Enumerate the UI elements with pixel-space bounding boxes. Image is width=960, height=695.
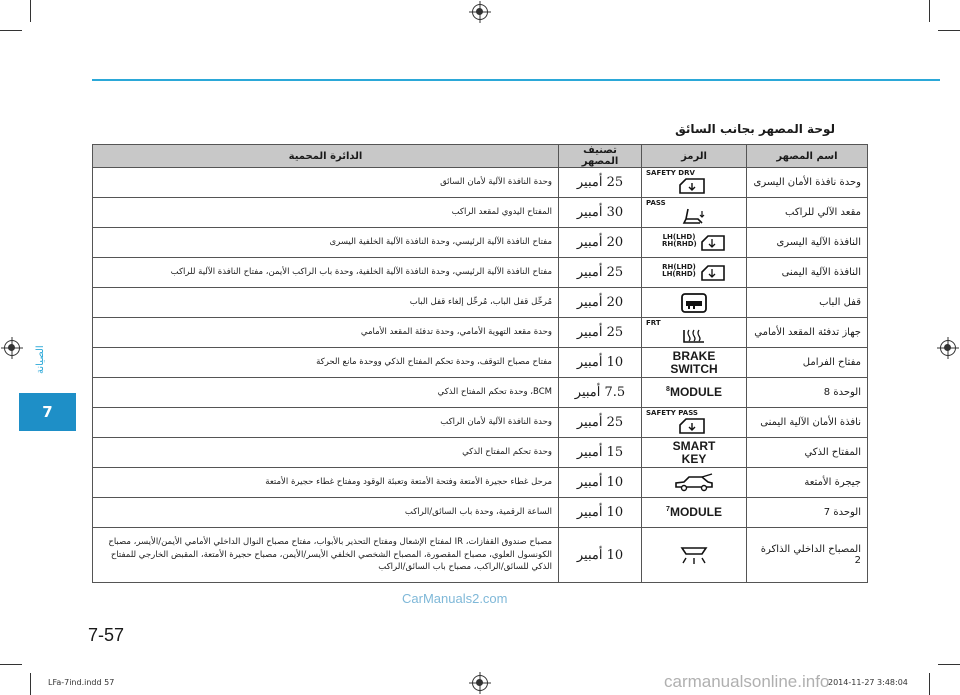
fuse-circuit: مصباح صندوق القفازات، IR لمفتاح الإشعال ومفتاح التحذير بالأبواب، مفتاح مصباح النوال الداخلي الأمامي الأيمن/الأيسر، مصباح الكونسول العلوي، مصباح المقصورة، المصباح الشخصي الخلفي الأيسر/الأيمن، مصباح حجيرة الأمتعة، المقبض الخارجي للمفتاح الذكي للسائق/الراكب، مصباح باب السائق/الراكب: [93, 528, 559, 583]
fuse-name: المصباح الداخلي الذاكرة 2: [747, 528, 868, 583]
fuse-name: نافذة الأمان الآلية اليمنى: [747, 408, 868, 438]
footer-timestamp: 2014-11-27 3:48:04: [828, 678, 908, 687]
symbol-superscript: 8: [666, 386, 670, 394]
fuse-circuit: مُرحِّل قفل الباب، مُرحِّل إلغاء قفل الباب: [93, 288, 559, 318]
table-row: [93, 198, 868, 228]
fuse-circuit: مرحل غطاء حجيرة الأمتعة وفتحة الأمتعة وتعبئة الوقود ومفتاح غطاء حجيرة الأمتعة: [93, 468, 559, 498]
symbol-text: MODULE: [669, 505, 722, 520]
fuse-name: الوحدة 8: [747, 378, 868, 408]
fuse-name: جهاز تدفئة المقعد الأمامي: [747, 318, 868, 348]
registration-mark-icon: [940, 340, 956, 356]
registration-mark-icon: [472, 675, 488, 691]
fuse-rating: 10 أمبير: [559, 348, 642, 378]
table-row: [93, 498, 868, 528]
fuse-circuit: وحدة النافذة الآلية لأمان السائق: [93, 168, 559, 198]
trunk-icon: [672, 473, 716, 493]
crop-mark: [30, 0, 31, 22]
fuse-rating: 30 أمبير: [559, 198, 642, 228]
crop-mark: [938, 664, 960, 665]
interior-lamp-icon: [672, 544, 716, 566]
fuse-name: قفل الباب: [747, 288, 868, 318]
chapter-side-label: الصيانة: [35, 345, 46, 375]
power-window-icon: [700, 234, 726, 252]
table-row: [93, 258, 868, 288]
fuse-circuit: مفتاح النافذة الآلية الرئيسي، وحدة النافذة الآلية الخلفية اليسرى: [93, 228, 559, 258]
symbol-label: SAFETY PASS: [646, 409, 698, 417]
fuse-circuit: وحدة مقعد التهوية الأمامي، وحدة تدفئة المقعد الأمامي: [93, 318, 559, 348]
door-lock-icon: [674, 292, 714, 314]
fuse-circuit: وحدة النافذة الآلية لأمان الراكب: [93, 408, 559, 438]
table-row: [93, 468, 868, 498]
fuse-name: الوحدة 7: [747, 498, 868, 528]
header-rule: [92, 79, 940, 81]
crop-mark: [929, 673, 930, 695]
watermark-bottom: carmanualsonline.info: [664, 672, 830, 691]
fuse-name: جيجرة الأمتعة: [747, 468, 868, 498]
symbol-text: BRAKE SWITCH: [670, 348, 718, 376]
table-row: [93, 228, 868, 258]
table-row: [93, 438, 868, 468]
symbol-label: PASS: [646, 199, 666, 207]
fuse-rating: 10 أمبير: [559, 528, 642, 583]
fuse-rating: 20 أمبير: [559, 228, 642, 258]
table-row: [93, 378, 868, 408]
power-seat-icon: [674, 207, 714, 225]
chapter-tab: 7: [19, 393, 76, 431]
col-rating: تصنيف المصهر: [559, 145, 642, 168]
symbol-text: MODULE: [669, 385, 722, 400]
crop-mark: [0, 664, 22, 665]
fuse-rating: 10 أمبير: [559, 498, 642, 528]
table-row: [93, 408, 868, 438]
col-symbol: الرمز: [642, 145, 747, 168]
crop-mark: [0, 30, 22, 31]
registration-mark-icon: [4, 340, 20, 356]
fuse-name: مقعد الآلي للراكب: [747, 198, 868, 228]
fuse-table: [92, 144, 868, 583]
fuse-rating: 25 أمبير: [559, 408, 642, 438]
table-row: [93, 318, 868, 348]
fuse-circuit: BCM، وحدة تحكم المفتاح الذكي: [93, 378, 559, 408]
watermark: CarManuals2.com: [402, 591, 508, 606]
table-row: [93, 288, 868, 318]
fuse-rating: 25 أمبير: [559, 258, 642, 288]
fuse-circuit: المفتاح اليدوي لمقعد الراكب: [93, 198, 559, 228]
table-row: [93, 528, 868, 583]
crop-mark: [929, 0, 930, 22]
symbol-label: SAFETY DRV: [646, 169, 695, 177]
safety-window-icon: [674, 417, 714, 435]
symbol-label: LH(LHD) RH(RHD): [662, 232, 697, 248]
fuse-rating: 25 أمبير: [559, 318, 642, 348]
crop-mark: [938, 30, 960, 31]
power-window-icon: [700, 264, 726, 282]
fuse-circuit: وحدة تحكم المفتاح الذكي: [93, 438, 559, 468]
symbol-label: FRT: [646, 319, 661, 327]
table-header-row: [93, 145, 868, 168]
fuse-rating: 10 أمبير: [559, 468, 642, 498]
fuse-rating: 20 أمبير: [559, 288, 642, 318]
fuse-name: مفتاح الفرامل: [747, 348, 868, 378]
fuse-name: وحدة نافذة الأمان اليسرى: [747, 168, 868, 198]
fuse-circuit: مفتاح النافذة الآلية الرئيسي، وحدة النافذة الآلية الخلفية، وحدة باب الراكب الأيمن، مفتاح النافذة الآلية للراكب: [93, 258, 559, 288]
safety-window-icon: [674, 177, 714, 195]
fuse-name: النافذة الآلية اليسرى: [747, 228, 868, 258]
fuse-name: النافذة الآلية اليمنى: [747, 258, 868, 288]
fuse-rating: 15 أمبير: [559, 438, 642, 468]
fuse-rating: 7.5 أمبير: [559, 378, 642, 408]
table-row: [93, 348, 868, 378]
symbol-superscript: 7: [666, 506, 670, 514]
fuse-circuit: الساعة الرقمية، وحدة باب السائق/الراكب: [93, 498, 559, 528]
crop-mark: [30, 673, 31, 695]
col-circuit: الدائرة المحمية: [93, 145, 559, 168]
table-row: [93, 168, 868, 198]
section-title: لوحة المصهر بجانب السائق: [675, 122, 835, 136]
symbol-text: SMART KEY: [672, 438, 716, 466]
seat-heater-icon: [674, 327, 714, 345]
registration-mark-icon: [472, 4, 488, 20]
symbol-label: RH(LHD) LH(RHD): [662, 262, 696, 278]
fuse-circuit: مفتاح مصباح التوقف، وحدة تحكم المفتاح الذكي ووحدة مانع الحركة: [93, 348, 559, 378]
footer-file-info: LFa-7ind.indd 57: [48, 678, 115, 687]
col-fuse-name: اسم المصهر: [747, 145, 868, 168]
fuse-name: المفتاح الذكي: [747, 438, 868, 468]
page-number: 7-57: [88, 625, 125, 645]
fuse-rating: 25 أمبير: [559, 168, 642, 198]
